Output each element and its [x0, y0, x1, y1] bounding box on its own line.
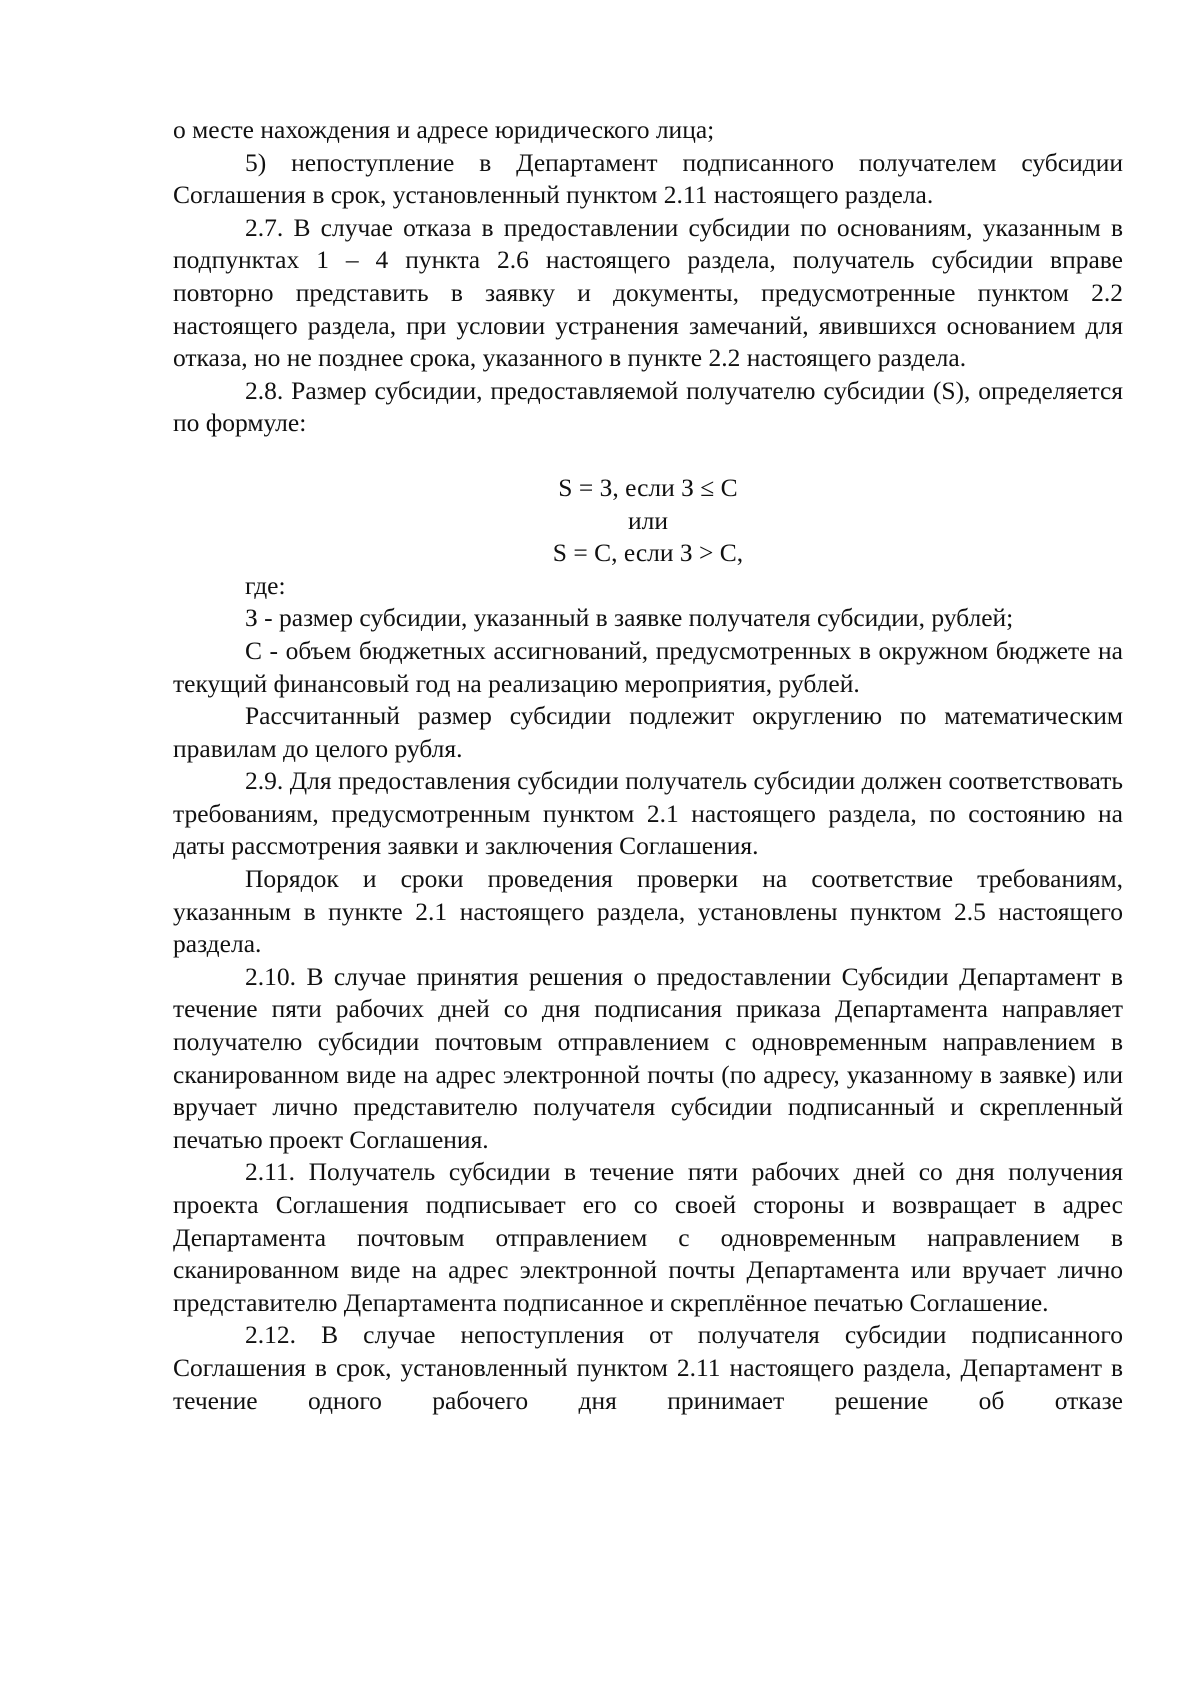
paragraph-check-order: Порядок и сроки проведения проверки на соответствие требованиям, указанным в пункте 2.1 настоящего раздела, установлены пунктом 2.5 настоящего раздела. — [173, 864, 1123, 959]
formula-line-3: S = С, если З > С, — [552, 538, 744, 568]
paragraph-2-11: 2.11. Получатель субсидии в течение пяти рабочих дней со дня получения проекта Соглашения подписывает его со своей стороны и возвращает в адрес Департамента почтовым отправлением с одновременным направлением в сканированном виде на адрес электронной почты Департамента или вручает лично представителю Департамента подписанное и скреплённое печатью Соглашение. — [173, 1157, 1123, 1317]
paragraph-2-7: 2.7. В случае отказа в предоставлении субсидии по основаниям, указанным в подпунктах 1 – 4 пункта 2.6 настоящего раздела, получатель субсидии вправе повторно представить в заявку и документы, предусмотренные пунктом 2.2 настоящего раздела, при условии устранения замечаний, явившихся основанием для отказа, но не позднее срока, указанного в пункте 2.2 настоящего раздела. — [173, 212, 1123, 373]
document-page — [173, 114, 1123, 1417]
paragraph-definition-z: З - размер субсидии, указанный в заявке получателя субсидии, рублей; — [245, 603, 1014, 633]
paragraph-continuation: о месте нахождения и адресе юридического лица; — [173, 115, 715, 144]
paragraph-2-12: 2.12. В случае непоступления от получателя субсидии подписанного Соглашения в срок, установленный пунктом 2.11 настоящего раздела, Департамент в течение одного рабочего дня принимает решение об отказе — [173, 1320, 1123, 1415]
paragraph-definition-c: С - объем бюджетных ассигнований, предусмотренных в окружном бюджете на текущий финансовый год на реализацию мероприятия, рублей. — [173, 635, 1123, 698]
paragraph-2-8: 2.8. Размер субсидии, предоставляемой получателю субсидии (S), определяется по формуле: — [173, 375, 1123, 438]
paragraph-item-5: 5) непоступление в Департамент подписанного получателем субсидии Соглашения в срок, установленный пунктом 2.11 настоящего раздела. — [173, 147, 1123, 210]
paragraph-2-10: 2.10. В случае принятия решения о предоставлении Субсидии Департамент в течение пяти рабочих дней со дня подписания приказа Департамента направляет получателю субсидии почтовым отправлением с одновременным направлением в сканированном виде на адрес электронной почты (по адресу, указанному в заявке) или вручает лично представителю получателя субсидии подписанный и скрепленный печатью проект Соглашения. — [173, 961, 1123, 1154]
paragraph-2-9: 2.9. Для предоставления субсидии получатель субсидии должен соответствовать требованиям, предусмотренным пунктом 2.1 настоящего раздела, по состоянию на даты рассмотрения заявки и заключения Соглашения. — [173, 766, 1123, 861]
paragraph-rounding: Рассчитанный размер субсидии подлежит округлению по математическим правилам до целого рубля. — [173, 701, 1123, 763]
formula-line-1: S = З, если З ≤ С — [558, 472, 738, 502]
formula-line-2: или — [627, 505, 669, 535]
paragraph-where: где: — [245, 570, 286, 600]
formula-block — [173, 472, 1123, 570]
